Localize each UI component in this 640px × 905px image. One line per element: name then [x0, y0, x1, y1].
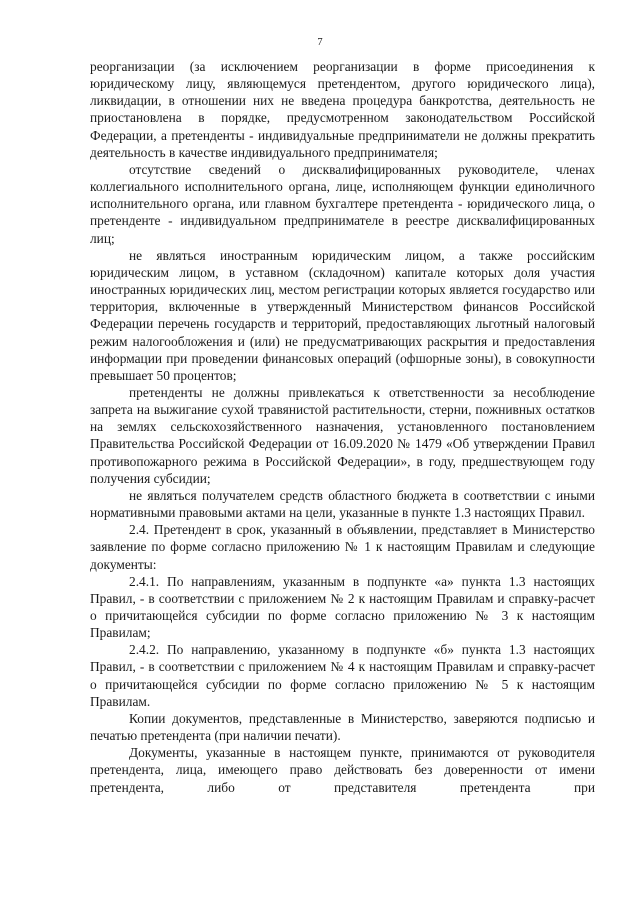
paragraph-document-copies: Копии документов, представленные в Министерство, заверяются подписью и печатью претендента (при наличии печати).: [90, 710, 595, 744]
paragraph-section-2-4: 2.4. Претендент в срок, указанный в объявлении, представляет в Министерство заявление по форме согласно приложению № 1 к настоящим Правилам и следующие документы:: [90, 522, 595, 572]
paragraph-documents-accepted: Документы, указанные в настоящем пункте, принимаются от руководителя претендента, лица, имеющего право действовать без доверенности от имени претендента, либо от представителя претендента при: [90, 745, 595, 795]
paragraph-regional-budget: не являться получателем средств областного бюджета в соответствии с иными нормативными правовыми актами на цели, указанные в пункте 1.3 настоящих Правил.: [90, 487, 595, 521]
paragraph-burning-ban: претенденты не должны привлекаться к ответственности за несоблюдение запрета на выжигание сухой травянистой растительности, стерни, пожнивных остатков на землях сельскохозяйственного назначения, установленного постановлением Правительства Российской Федерации от 16.09.2020 № 1479 «Об утверждении Правил противопожарного режима в Российской Федерации», в году, предшествующем году получения субсидии;: [90, 384, 595, 486]
page-number: 7: [317, 37, 323, 48]
paragraph-disqualified-persons: отсутствие сведений о дисквалифицированных руководителе, членах коллегиального исполнительного органа, лице, исполняющем функции единоличного исполнительного органа, или главном бухгалтере претендента - юридического лица, о претенденте - индивидуальном предпринимателе в реестре дисквалифицированных лиц;: [90, 161, 595, 246]
paragraph-foreign-entity: не являться иностранным юридическим лицом, а также российским юридическим лицом, в уставном (складочном) капитале которых доля участия иностранных юридических лиц, местом регистрации которых является государство или территория, включенные в утвержденный Министерством финансов Российской Федерации перечень государств и территорий, предоставляющих льготный налоговый режим налогообложения и (или) не предусматривающих раскрытия и предоставления информации при проведении финансовых операций (офшорные зоны), в совокупности превышает 50 процентов;: [90, 247, 595, 383]
paragraph-section-2-4-2: 2.4.2. По направлению, указанному в подпункте «б» пункта 1.3 настоящих Правил, - в соответствии с приложением № 4 к настоящим Правилам и справку-расчет о причитающейся субсидии по форме согласно приложению № 5 к настоящим Правилам.: [90, 642, 595, 709]
document-body: [90, 58, 595, 796]
paragraph-section-2-4-1: 2.4.1. По направлениям, указанным в подпункте «а» пункта 1.3 настоящих Правил, - в соответствии с приложением № 2 к настоящим Правилам и справку-расчет о причитающейся субсидии по форме согласно приложению № 3 к настоящим Правилам;: [90, 573, 595, 641]
paragraph-reorganization: реорганизации (за исключением реорганизации в форме присоединения к юридическому лицу, являющемуся претендентом, другого юридического лица), ликвидации, в отношении них не введена процедура банкротства, деятельность не приостановлена в порядке, предусмотренном законодательством Российской Федерации, а претенденты - индивидуальные предприниматели не должны прекратить деятельность в качестве индивидуального предпринимателя;: [90, 59, 595, 160]
